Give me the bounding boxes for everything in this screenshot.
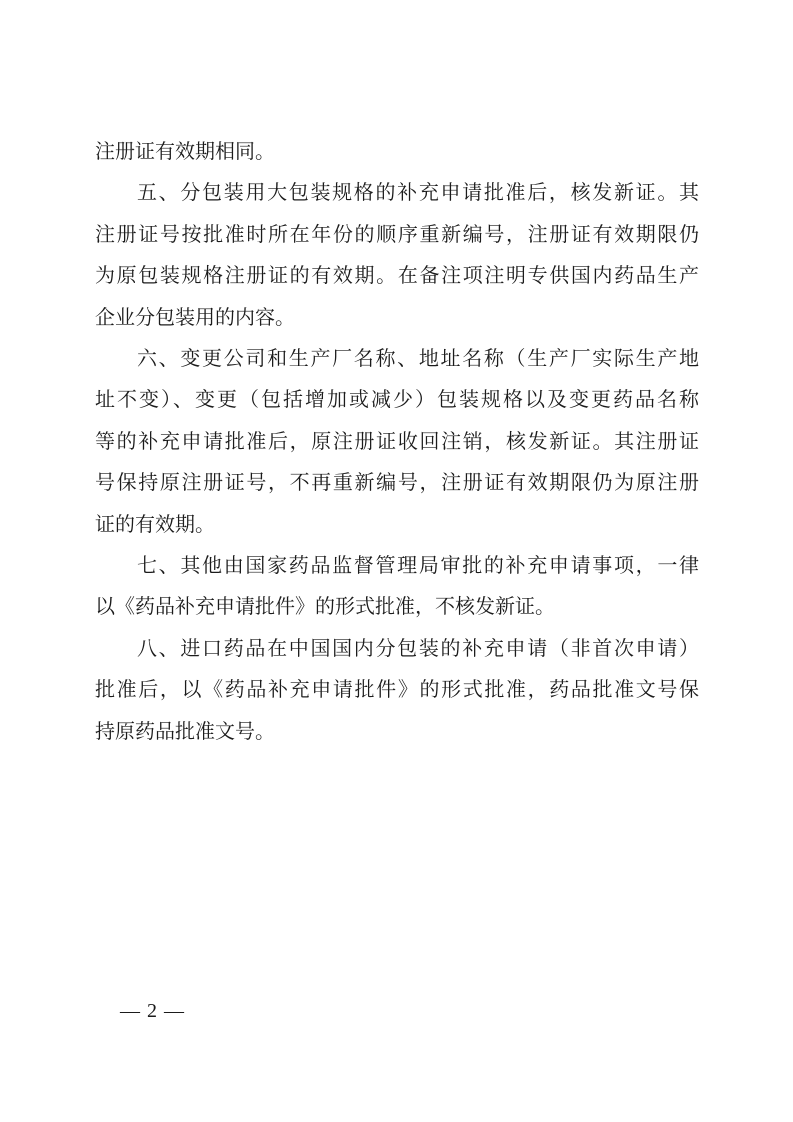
text-line: 注册证有效期相同。 — [95, 141, 275, 163]
text-line: 号保持原注册证号，不再重新编号，注册证有效期限仍为原注册 — [95, 472, 699, 495]
text-line: 七、其他由国家药品监督管理局审批的补充申请事项，一律 — [137, 555, 699, 578]
text-line: 注册证号按批准时所在年份的顺序重新编号，注册证有效期限仍 — [95, 223, 699, 246]
text-line: 批准后，以《药品补充申请批件》的形式批准，药品批准文号保 — [95, 679, 699, 702]
paragraph-item-5 — [95, 173, 699, 339]
text-line: 址不变）、变更（包括增加或减少）包装规格以及变更药品名称 — [95, 389, 699, 412]
page-number: — 2 — — [120, 1000, 185, 1022]
text-line: 八、进口药品在中国国内分包装的补充申请（非首次申请） — [137, 637, 699, 660]
paragraph-continuation — [95, 132, 699, 173]
text-line: 等的补充申请批准后，原注册证收回注销，核发新证。其注册证 — [95, 430, 699, 453]
text-line: 证的有效期。 — [95, 513, 215, 536]
text-line: 以《药品补充申请批件》的形式批准，不核发新证。 — [95, 596, 555, 619]
text-line: 企业分包装用的内容。 — [95, 306, 295, 329]
text-line: 六、变更公司和生产厂名称、地址名称（生产厂实际生产地 — [137, 348, 699, 371]
document-body — [95, 132, 699, 753]
paragraph-item-8 — [95, 629, 699, 753]
text-line: 持原药品批准文号。 — [95, 720, 275, 743]
page-footer — [120, 999, 185, 1023]
paragraph-item-7 — [95, 546, 699, 629]
paragraph-item-6 — [95, 339, 699, 546]
text-line: 为原包装规格注册证的有效期。在备注项注明专供国内药品生产 — [95, 265, 699, 288]
text-line: 五、分包装用大包装规格的补充申请批准后，核发新证。其 — [137, 182, 699, 205]
